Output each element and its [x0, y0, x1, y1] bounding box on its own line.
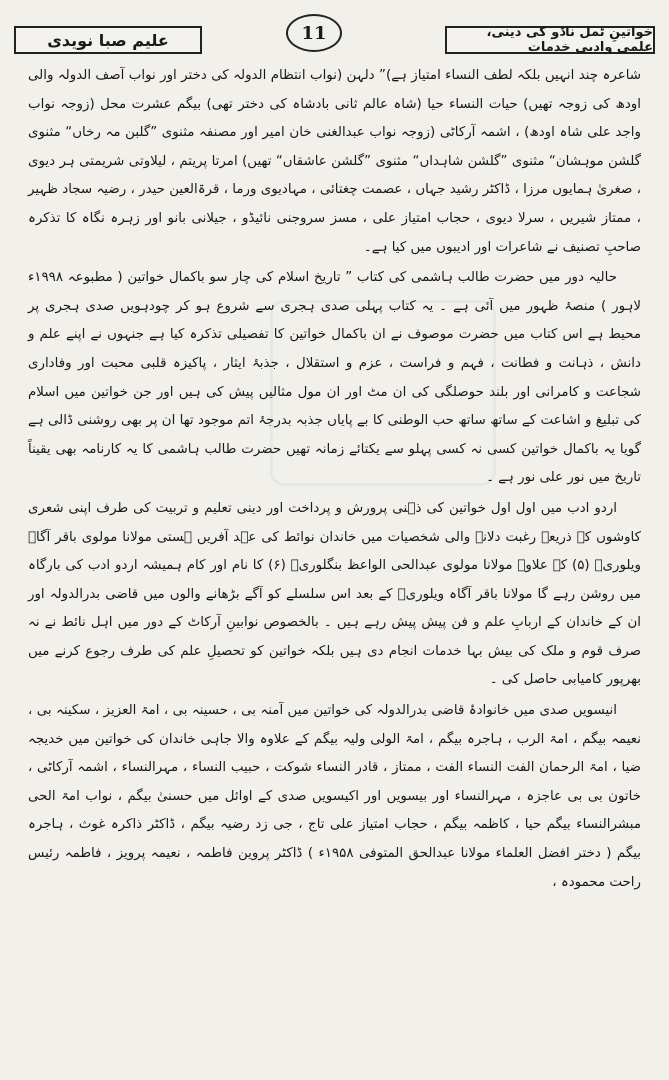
page-header — [14, 8, 655, 56]
body-text — [28, 62, 641, 899]
page-number: 11 — [301, 22, 327, 44]
author-name-box — [14, 26, 202, 54]
author-name: علیم صبا نویدی — [47, 30, 169, 50]
paragraph-4: انیسویں صدی میں خانوادۂ قاضی بدرالدولہ کی خواتین میں آمنہ بی ، حسینہ بی ، امۃ العزیز ، سکینہ بی ، نعیمہ بیگم ، امۃ الرب ، ہاجرہ بیگم ، امۃ الولی ولیہ بیگم کے علاوہ والا جاہی خاندان کی خواتین میں خدیجہ ضیا ، امۃ الرحمان الفت النساء الفت ، ممتاز ، قادر النساء شوکت ، حبیب النساء ، مہرالنساء ، اشمہ آرکاٹی ، خاتون بی بی عاجزہ ، مہرالنساء اور بیسویں اور اکیسویں صدی کے اوائل میں حسنیٰ بیگم ، نواب امۃ الحی مبشرالنساء بیگم حیا ، کاظمہ بیگم ، حجاب امتیاز علی تاج ، جی زد رضیہ بیگم ، ڈاکٹر ذاکرہ غوث ، ہاجرہ بیگم ( دختر افضل العلماء مولانا عبدالحق المتوفی ۱۹۵۸ء ) ڈاکٹر پروین فاطمہ ، نعیمہ پرویز ، فاطمہ رئیس راحت محمودہ ، — [28, 703, 641, 890]
paragraph-1: شاعرہ چند انہیں بلکہ لطف النساء امتیاز ہے)” دلہن (نواب انتظام الدولہ کی دختر اور نواب آصف الدولہ والی اودھ کی زوجہ تھیں) حیات النساء حیا (شاہ عالم ثانی بادشاہ کی دختر تھی) بیگم عشرت محل (زوجہ نواب واجد علی شاہ اودھ) ، اشمہ آرکاٹی (زوجہ نواب عبدالغنی خان امیر اور مصنفہ مثنوی ”گلبن مہ رخاں“ مثنوی گلشن موہشان“ مثنوی ”گلشن شاہداں“ مثنوی ”گلشن عاشقاں“ تھیں) امرتا پریتم ، لیلاوتی شریمتی ہر دیوی ، صغریٰ ہمایوں مرزا ، ڈاکٹر رشید جہاں ، عصمت چغتائی ، مہادیوی ورما ، قرۃالعین حیدر ، رضیہ سجاد ظہیر ، ممتاز شیریں ، سرلا دیوی ، حجاب امتیاز علی ، مسز سروجنی نائیڈو ، جیلانی بانو اور زہرہ نگاہ کا تذکرہ صاحبِ تصنیف نے شاعرات اور ادیبوں میں کیا ہے۔ — [28, 68, 641, 255]
chapter-title: خواتینِ ٹمل ناڈو کی دینی، علمی وادبی خدمات — [486, 25, 653, 55]
paragraph-3: اردو ادب میں اول اول خواتین کی ذہنی پرورش و پرداخت اور دینی تعلیم و تربیت کی طرف اپنی شعری کاوشوں کے ذریعہ رغبت دلانے والی شخصیات میں خاندان نوائط کی عہد آفریں ہستی مولانا مولوی باقر آگاہ ویلوریؒ (۵) کے علاوہ مولانا مولوی عبدالحی الواعظ بنگلوریؒ (۶) کا نام اور کام ہمیشہ اردو ادب کی بارگاہ میں روشن رہے گا مولانا باقر آگاہ ویلوریؒ کے بعد اس سلسلے کو آگے بڑھانے والوں میں قاضی بدرالدولہ اور ان کے خاندان کے اربابِ علم و فن پیش پیش رہے ہیں ۔ بالخصوص نوابینِ آرکاٹ کے دور میں اہل نائط نے نہ صرف قوم و ملک کی بیش بہا خدمات انجام دی ہیں بلکہ خواتین کو تحصیلِ علم کی طرف رجوع کرنے میں بھرپور کامیابی حاصل کی ۔ — [28, 500, 642, 688]
chapter-title-box — [445, 26, 655, 54]
paragraph-2: حالیہ دور میں حضرت طالب ہاشمی کی کتاب ” تاریخ اسلام کی چار سو باکمال خواتین ( مطبوعہ ۱۹۹۸ء لاہور ) منصۂ ظہور میں آئی ہے ۔ یہ کتاب پہلی صدی ہجری سے شروع ہو کر چودہویں صدی ہجری پر محیط ہے اس کتاب میں حضرت موصوف نے ان باکمال خواتین کا تفصیلی تذکرہ کیا ہے جنہوں نے اپنے علم و دانش ، ذہانت و فطانت ، فہم و فراست ، عزم و استقلال ، جذبۂ ایثار ، پاکیزہ قلبی محبت اور وفاداری شجاعت و کامرانی اور بلند حوصلگی کی ان مٹ اور ان مول مثالیں پیش کی ہیں اور جن خواتین میں اسلام کی تبلیغ و اشاعت کے ساتھ ساتھ حب الوطنی کا بے پایاں جذبہ بدرجۂ اتم موجود تھا ان پر بھی روشنی ڈالی ہے گویا یہ باکمال خواتین کسی نہ کسی پہلو سے یکتائے زمانہ تھیں حضرت طالب ہاشمی کا یہ کارنامہ بھی یقیناً تاریخ میں نور علی نور ہے ۔ — [28, 270, 641, 486]
page-number-circle — [286, 14, 342, 52]
